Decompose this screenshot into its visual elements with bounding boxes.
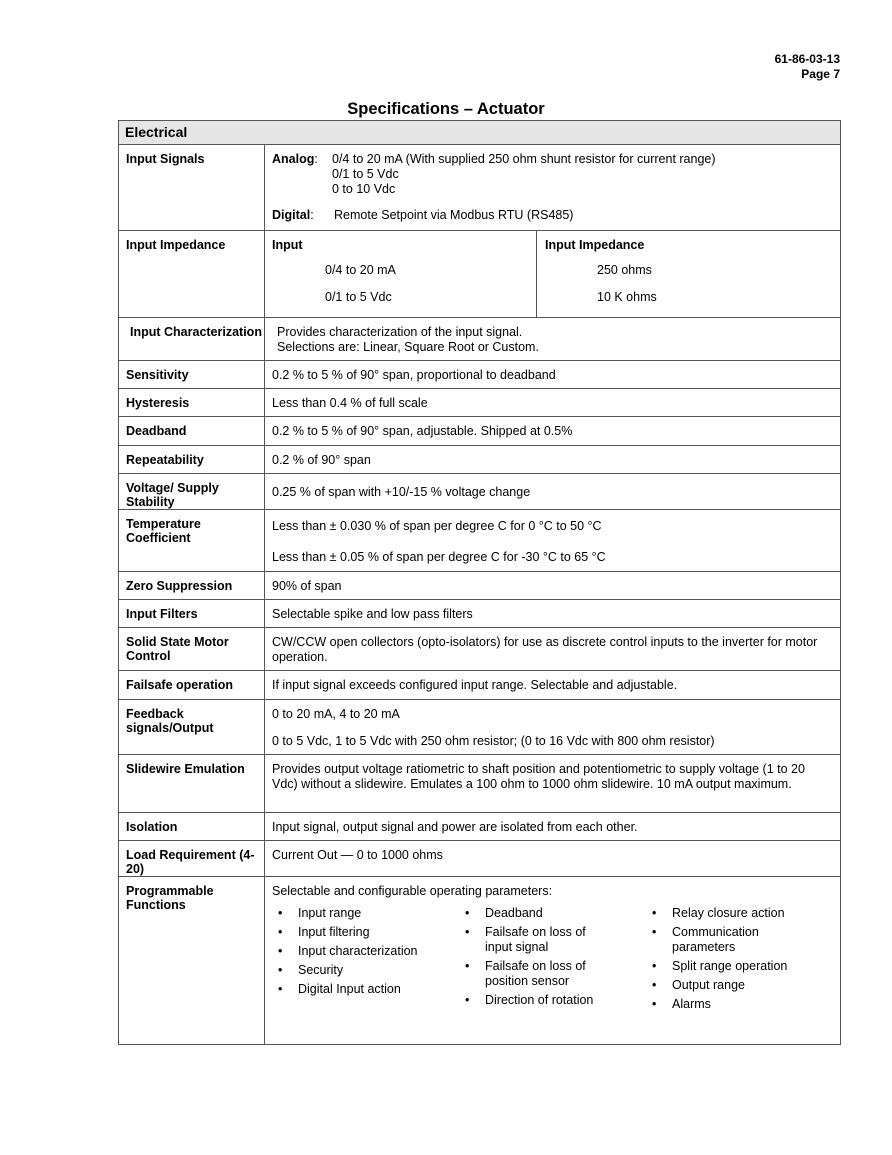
row-label: Zero Suppression	[119, 572, 265, 600]
row-label: Load Requirement (4-20)	[119, 841, 265, 877]
list-item: • Security	[272, 963, 459, 978]
impedance-input: 0/4 to 20 mA	[325, 263, 396, 277]
row-value: 0.2 % of 90° span	[265, 446, 841, 474]
list-item: • Split range operation	[646, 959, 792, 974]
function-list	[646, 906, 833, 1016]
list-item: • Input filtering	[272, 925, 459, 940]
analog-line: 0/4 to 20 mA (With supplied 250 ohm shunt resistor for current range)	[332, 152, 716, 166]
row-label: Slidewire Emulation	[119, 755, 265, 813]
row-label: Repeatability	[119, 446, 265, 474]
row-value: 0 to 20 mA, 4 to 20 mA 0 to 5 Vdc, 1 to 5 Vdc with 250 ohm resistor; (0 to 16 Vdc with 800 ohm resistor)	[265, 700, 841, 755]
row-value: CW/CCW open collectors (opto-isolators) for use as discrete control inputs to the inverter for motor operation.	[265, 628, 841, 671]
row-label: Isolation	[119, 813, 265, 841]
row-value: Provides characterization of the input signal. Selections are: Linear, Square Root or Custom.	[265, 318, 841, 361]
list-item: • Alarms	[646, 997, 792, 1012]
programmable-intro: Selectable and configurable operating parameters:	[272, 884, 553, 898]
analog-line: 0/1 to 5 Vdc	[332, 167, 399, 181]
analog-line: 0 to 10 Vdc	[332, 182, 396, 196]
input-impedance-value	[265, 231, 841, 318]
list-item: • Output range	[646, 978, 792, 993]
list-item: • Failsafe on loss of position sensor	[459, 959, 595, 989]
list-item: • Deadband	[459, 906, 595, 921]
row-label: Input Impedance	[119, 231, 265, 318]
impedance-col-header: Input	[272, 238, 303, 252]
impedance-value: 10 K ohms	[597, 290, 657, 304]
row-value: Current Out — 0 to 1000 ohms	[265, 841, 841, 877]
impedance-col-header: Input Impedance	[545, 238, 645, 252]
page-header	[775, 52, 840, 82]
page-number: Page 7	[801, 67, 840, 81]
list-item: • Relay closure action	[646, 906, 792, 921]
specifications-table	[118, 120, 841, 1045]
row-value: If input signal exceeds configured input range. Selectable and adjustable.	[265, 671, 841, 700]
row-value: 0.2 % to 5 % of 90° span, adjustable. Shipped at 0.5%	[265, 417, 841, 446]
row-value: Less than 0.4 % of full scale	[265, 389, 841, 417]
row-label: Feedback signals/Output	[119, 700, 265, 755]
list-item: • Failsafe on loss of input signal	[459, 925, 595, 955]
digital-value: Remote Setpoint via Modbus RTU (RS485)	[334, 208, 574, 222]
row-value: 0.25 % of span with +10/-15 % voltage change	[265, 474, 841, 510]
function-list	[459, 906, 621, 1016]
row-label: Sensitivity	[119, 361, 265, 389]
row-label: Input Characterization	[119, 318, 265, 361]
row-label: Deadband	[119, 417, 265, 446]
input-signals-value: Analog: 0/4 to 20 mA (With supplied 250 ohm shunt resistor for current range) 0/1 to 5 Vdc 0 to 10 Vdc Digital: Remote Setpoint via Modbus RTU (RS485)	[265, 145, 841, 231]
analog-key: Analog	[272, 152, 315, 166]
impedance-value: 250 ohms	[597, 263, 652, 277]
page-title: Specifications – Actuator	[347, 100, 545, 118]
row-value: Selectable spike and low pass filters	[265, 600, 841, 628]
list-item: • Digital Input action	[272, 982, 459, 997]
row-value: 90% of span	[265, 572, 841, 600]
row-label: Input Signals	[119, 145, 265, 231]
row-label: Temperature Coefficient	[119, 510, 265, 572]
row-label: Voltage/ Supply Stability	[119, 474, 265, 510]
row-value: Input signal, output signal and power are isolated from each other.	[265, 813, 841, 841]
row-value: 0.2 % to 5 % of 90° span, proportional to deadband	[265, 361, 841, 389]
list-item: • Input characterization	[272, 944, 459, 959]
impedance-input: 0/1 to 5 Vdc	[325, 290, 392, 304]
digital-key: Digital	[272, 208, 311, 222]
row-label: Input Filters	[119, 600, 265, 628]
list-item: • Direction of rotation	[459, 993, 605, 1008]
row-value: Less than ± 0.030 % of span per degree C for 0 °C to 50 °C Less than ± 0.05 % of span per degree C for -30 °C to 65 °C	[265, 510, 841, 572]
list-item: • Input range	[272, 906, 459, 921]
programmable-functions-value	[265, 877, 841, 1045]
document-number: 61-86-03-13	[774, 52, 840, 66]
row-value: Provides output voltage ratiometric to shaft position and potentiometric to supply voltage (1 to 20 Vdc) without a slidewire. Emulates a 100 ohm to 1000 ohm slidewire. 10 mA output maximum.	[265, 755, 841, 813]
row-label: Programmable Functions	[119, 877, 265, 1045]
row-label: Solid State Motor Control	[119, 628, 265, 671]
function-list	[272, 906, 459, 1016]
row-label: Hysteresis	[119, 389, 265, 417]
section-header-electrical: Electrical	[119, 121, 841, 145]
list-item: • Communication parameters	[646, 925, 792, 955]
row-label: Failsafe operation	[119, 671, 265, 700]
